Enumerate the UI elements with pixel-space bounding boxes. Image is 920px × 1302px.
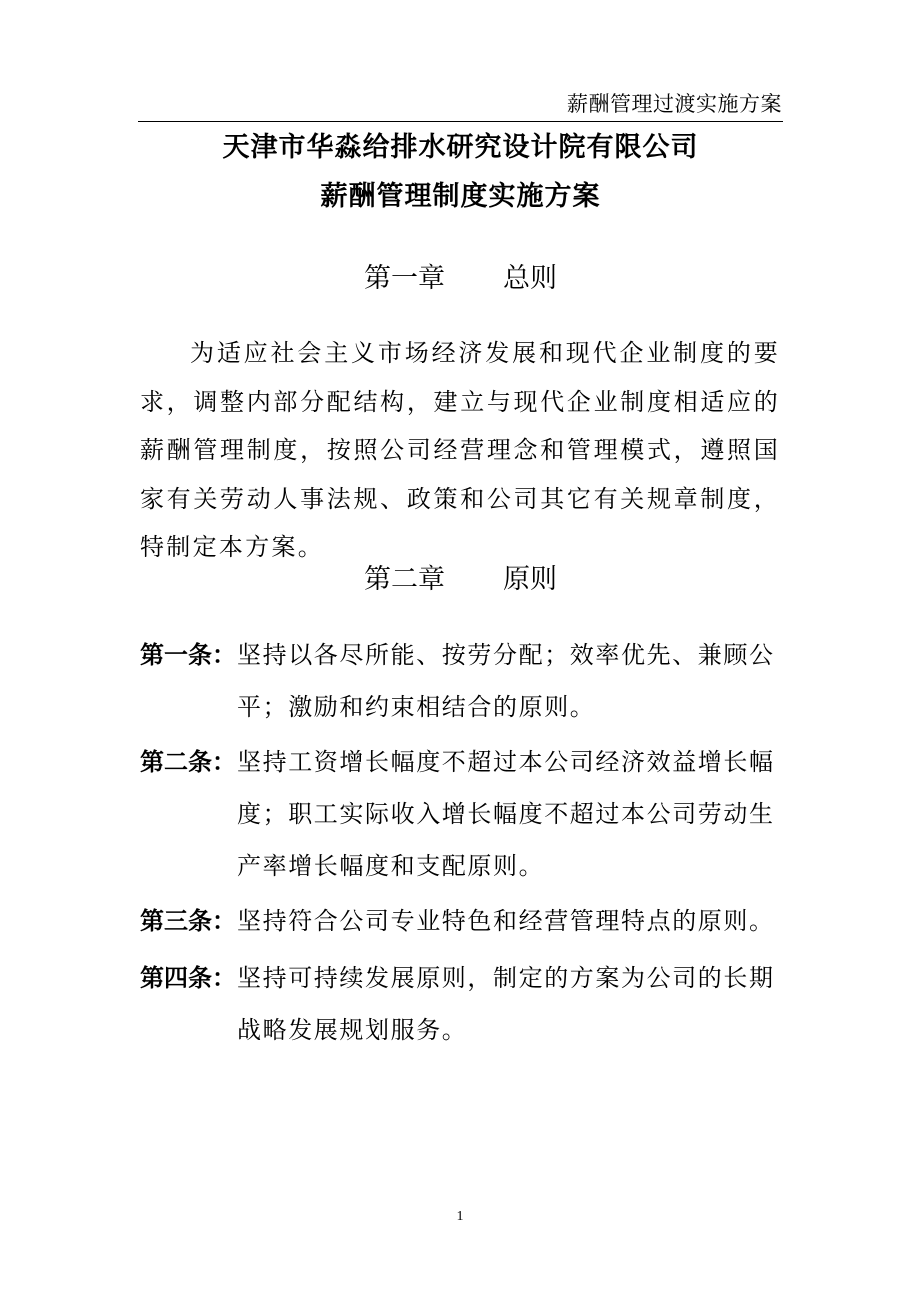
article-3-label: 第三条： (140, 907, 236, 935)
chapter-1-number: 第一章 (364, 263, 445, 294)
document-title: 薪酬管理制度实施方案 (320, 181, 601, 212)
chapter-2-name: 原则 (503, 564, 557, 595)
chapter-1-paragraph: 为适应社会主义市场经济发展和现代企业制度的要求，调整内部分配结构，建立与现代企业制度相适应的薪酬管理制度，按照公司经营理念和管理模式，遵照国家有关劳动人事法规、政策和公司其它有关规章制度，特制定本方案。 (140, 339, 780, 561)
article-1-label: 第一条： (140, 641, 236, 669)
company-title: 天津市华淼给排水研究设计院有限公司 (222, 132, 699, 163)
article-3-text: 坚持符合公司专业特色和经营管理特点的原则。 (237, 907, 775, 935)
article-4-text: 坚持可持续发展原则，制定的方案为公司的长期战略发展规划服务。 (237, 964, 775, 1044)
article-2-label: 第二条： (140, 748, 236, 776)
header-rule (138, 121, 783, 122)
article-1-text: 坚持以各尽所能、按劳分配；效率优先、兼顾公平；激励和约束相结合的原则。 (237, 641, 775, 721)
page-number: 1 (456, 1209, 464, 1224)
article-4 (140, 952, 785, 1056)
chapter-1-heading (138, 262, 783, 296)
chapter-2-number: 第二章 (364, 564, 445, 595)
article-4-label: 第四条： (140, 964, 236, 992)
article-1 (140, 629, 785, 733)
running-header: 薪酬管理过渡实施方案 (567, 92, 782, 116)
article-2-text: 坚持工资增长幅度不超过本公司经济效益增长幅度；职工实际收入增长幅度不超过本公司劳动生产率增长幅度和支配原则。 (237, 748, 775, 880)
chapter-2-heading (138, 563, 783, 597)
article-3 (140, 895, 785, 947)
chapter-1-name: 总则 (503, 263, 557, 294)
article-2 (140, 736, 785, 892)
